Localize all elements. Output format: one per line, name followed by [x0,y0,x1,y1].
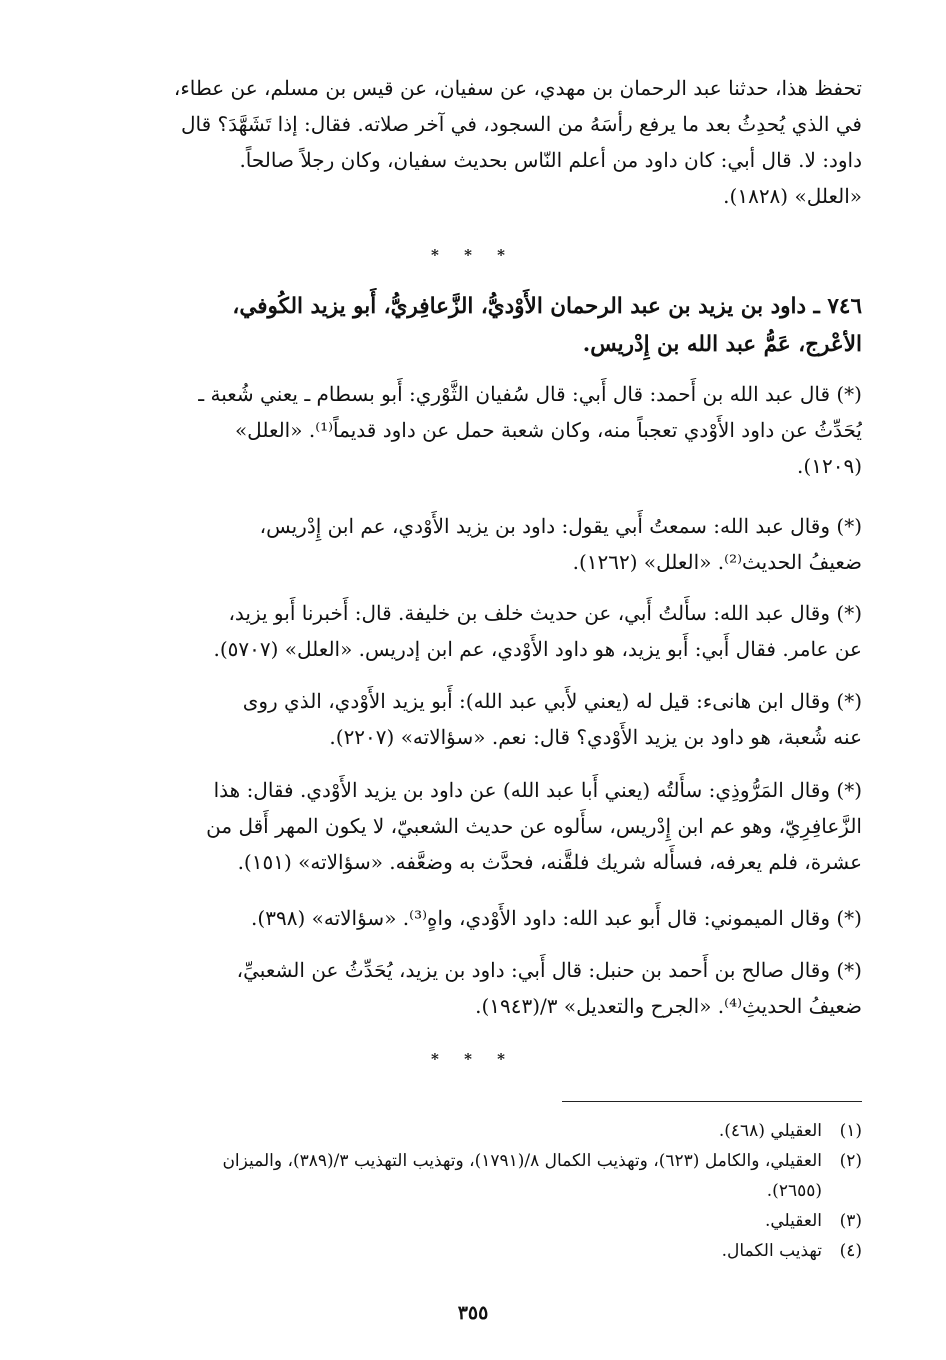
text-line: يُحَدِّثُ عن داود الأَوْدي تعجباً منه، وكان شعبة حمل عن داود قديماً⁽¹⁾. «العلل» [234,418,862,442]
footnote [84,1206,862,1236]
footnote-text: العقيلي، والكامل (٦٢٣)، وتهذيب الكمال ٨/(١٧٩١)، وتهذيب التهذيب ٣/(٣٨٩)، والميزان [222,1151,822,1171]
text-line: الزَّعافِرِيّ، وهو عم ابن إِدْريس، سأَلوه عن حديث الشعبيّ، لا يكون المهر أَقل من [206,814,862,838]
text-line: في الذي يُحدِثُ بعد ما يرفع رأسَهُ من السجود، في آخر صلاته. فقال: إذا تَشَهَّدَ؟ قال [181,112,862,136]
entry-paragraph [84,952,862,1024]
entry-paragraph [84,683,862,755]
footnote-text: العقيلي. [764,1211,822,1231]
footnote [84,1236,862,1266]
footnote-text: (٢٦٥٥). [766,1181,822,1201]
section-separator: * * * [431,246,515,264]
entry-paragraph [84,900,862,936]
text-line: داود: لا. قال أبي: كان داود من أعلم النّاس بحديث سفيان، وكان رجلاً صالحاً. [239,148,862,172]
footnotes [84,1116,862,1266]
text-line: عن عامر. فقال أَبي: أَبو يزيد، هو داود الأَوْدي، عم ابن إدريس. «العلل» (٥٧٠٧). [213,637,862,661]
text-line: (*) وقال المَرُّوذِي: سأَلتُه (يعني أَبا عبد الله) عن داود بن يزيد الأَوْدي. فقال: هذا [213,778,862,802]
entry-paragraph [84,595,862,667]
text-line: «العلل» (١٨٢٨). [723,184,862,208]
footnote-text: العقيلي (٤٦٨). [718,1121,822,1141]
text-line: (*) وقال عبد الله: سأَلتُ أَبي، عن حديث خلف بن خليفة. قال: أَخبرنا أَبو يزيد، [228,601,862,625]
text-line: (*) قال عبد الله بن أَحمد: قال أَبي: قال سُفيان الثَّوْري: أَبو بسطام ـ يعني شُعبة ـ [198,382,862,406]
entry-paragraph [84,376,862,484]
entry-paragraph [84,772,862,880]
text-line: ضعيفُ الحديث⁽²⁾. «العلل» (١٢٦٢). [572,550,862,574]
footnote-divider [562,1101,862,1102]
text-line: (*) وقال ابن هانىء: قيل له (يعني لأَبي عبد الله): أَبو يزيد الأَوْدي، الذي روى [242,689,862,713]
footnote-number: (٢) [839,1151,862,1171]
footnote-number: (٤) [839,1241,862,1261]
text-line: (*) وقال الميموني: قال أَبو عبد الله: داود الأَوْدي، واهٍ⁽³⁾. «سؤالاته» (٣٩٨). [251,906,862,930]
text-line: (*) وقال عبد الله: سمعتُ أَبي يقول: داود بن يزيد الأَوْدي، عم ابن إِدْريس، [259,514,862,538]
footnote-number: (٣) [839,1211,862,1231]
entry-heading [84,288,862,364]
continued-paragraph [84,70,862,214]
section-separator: * * * [431,1050,515,1068]
text-line: (*) وقال صالح بن أَحمد بن حنبل: قال أَبي: داود بن يزيد، يُحَدِّثُ عن الشعبيِّ، [236,958,862,982]
text-line: (١٢٠٩). [797,454,862,478]
text-line: تحفظ هذا، حدثنا عبد الرحمان بن مهدي، عن سفيان، عن قيس بن مسلم، عن عطاء، [173,76,862,100]
footnote [84,1146,862,1206]
text-line: عشرة، فلم يعرفه، فسأَله شريك فلقَّنه، فحدَّث به وضعَّفه. «سؤالاته» (١٥١). [237,850,862,874]
heading-line: ٧٤٦ ـ داود بن يزيد بن عبد الرحمان الأَوْديُّ، الزَّعافِريُّ، أَبو يزيد الكُوفي، [232,294,862,319]
page-number: ٣٥٥ [457,1302,489,1324]
heading-line: الأعْرج، عَمُّ عبد الله بن إِدْريس. [582,332,862,357]
entry-paragraph [84,508,862,580]
text-line: ضعيفُ الحديثِ⁽⁴⁾. «الجرح والتعديل» ٣/(١٩٤٣). [475,994,862,1018]
footnote [84,1116,862,1146]
footnote-text: تهذيب الكمال. [721,1241,822,1261]
text-line: عنه شُعبة، هو داود بن يزيد الأَوْدي؟ قال: نعم. «سؤالاته» (٢٢٠٧). [329,725,862,749]
footnote-number: (١) [839,1121,862,1141]
